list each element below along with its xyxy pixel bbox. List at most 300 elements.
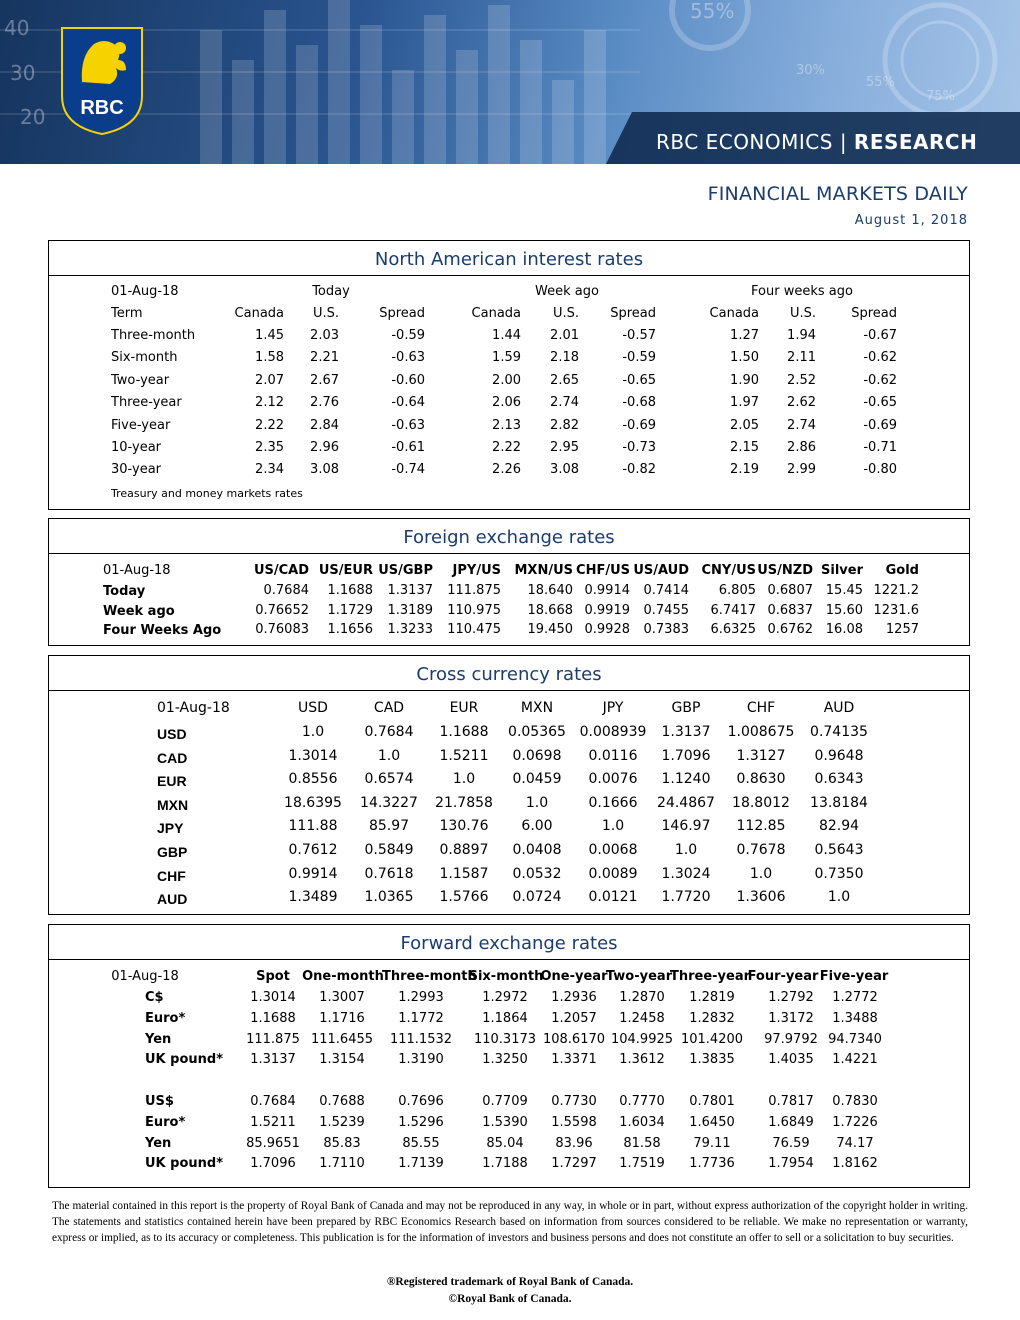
column-header: Three-year [669, 969, 751, 984]
table-cell: 146.97 [661, 818, 711, 835]
row-label: Two-year [111, 372, 170, 388]
table-cell: 2.74 [550, 395, 579, 411]
table-cell: 0.0089 [588, 865, 638, 882]
report-title: FINANCIAL MARKETS DAILY [707, 183, 968, 205]
table-cell: 18.6395 [284, 794, 342, 811]
table-cell: 0.76083 [255, 622, 309, 637]
table-cell: 2.07 [255, 372, 284, 388]
table-cell: 1.3612 [619, 1052, 665, 1068]
table-cell: 2.96 [310, 440, 339, 455]
table-cell: 0.9928 [584, 622, 630, 637]
section-title: North American interest rates [49, 241, 969, 276]
row-label: 30-year [111, 462, 162, 478]
interest-rates-section [48, 240, 970, 510]
table-cell: 104.9925 [610, 1031, 674, 1047]
table-cell: 94.7340 [828, 1031, 882, 1047]
table-cell: 1.7188 [482, 1156, 528, 1172]
table-cell: 2.82 [550, 417, 579, 433]
table-cell: 1.50 [730, 350, 759, 366]
table-cell: 3.08 [310, 462, 339, 478]
table-cell: 1.8162 [832, 1156, 878, 1172]
table-cell: -0.57 [622, 328, 656, 343]
column-header: Canada [471, 306, 521, 321]
table-cell: 1.5598 [551, 1114, 597, 1130]
column-header: US/AUD [633, 563, 689, 578]
table-cell: 1.1587 [439, 865, 489, 882]
table-cell: 0.6807 [767, 583, 813, 598]
table-cell: 83.96 [555, 1135, 593, 1151]
table-cell: 0.6574 [364, 771, 414, 788]
table-cell: 1.3137 [661, 724, 711, 740]
table-cell: 1.3137 [250, 1052, 296, 1068]
table-cell: -0.68 [622, 395, 656, 411]
table-cell: 2.74 [787, 417, 816, 433]
column-header: GBP [671, 700, 701, 716]
table-cell: 2.67 [310, 372, 339, 388]
table-cell: -0.73 [622, 440, 656, 455]
section-title: Forward exchange rates [49, 925, 969, 960]
table-cell: 2.13 [492, 417, 521, 433]
row-label: MXN [157, 796, 189, 813]
table-cell: -0.71 [863, 440, 897, 455]
row-label: US$ [145, 1094, 174, 1109]
table-cell: 1.90 [730, 372, 759, 388]
table-cell: 1.0 [601, 818, 625, 835]
table-cell: 0.9914 [288, 865, 338, 882]
table-cell: 19.450 [527, 622, 573, 637]
column-header: EUR [449, 700, 479, 716]
table-cell: 1.0 [674, 842, 698, 858]
table-cell: 0.0532 [512, 865, 562, 882]
table-cell: 0.8556 [288, 771, 338, 788]
row-label: UK pound* [145, 1052, 224, 1068]
table-cell: 79.11 [693, 1135, 731, 1151]
table-cell: 1.7096 [250, 1156, 296, 1172]
table-cell: 1.5211 [439, 747, 489, 764]
table-cell: 14.3227 [360, 794, 418, 811]
table-date: 01-Aug-18 [103, 563, 171, 578]
copyright-notice: ©Royal Bank of Canada. [448, 1293, 572, 1305]
table-cell: 0.0076 [588, 771, 638, 788]
table-cell: 2.00 [492, 372, 521, 388]
banner-title-right: RESEARCH [853, 130, 978, 154]
row-label: C$ [145, 990, 164, 1005]
table-cell: 2.18 [550, 350, 579, 366]
table-cell: 1.3250 [482, 1052, 528, 1068]
table-cell: -0.64 [391, 395, 425, 411]
row-label: Five-year [111, 417, 171, 433]
table-cell: -0.59 [622, 350, 656, 366]
column-header: US/EUR [318, 563, 373, 578]
table-cell: -0.69 [622, 417, 656, 433]
table-cell: 85.97 [368, 818, 410, 835]
table-cell: 1.7519 [619, 1156, 665, 1172]
table-cell: 1.1716 [319, 1010, 365, 1026]
table-date: 01-Aug-18 [111, 284, 179, 299]
column-header: Canada [234, 306, 284, 321]
table-cell: 2.62 [787, 395, 816, 411]
table-cell: -0.80 [863, 462, 897, 478]
report-date: August 1, 2018 [854, 213, 968, 228]
table-cell: 2.76 [310, 395, 339, 411]
forward-rates-section [48, 924, 970, 1188]
table-cell: 2.99 [787, 462, 816, 478]
table-cell: 1.2819 [689, 990, 735, 1005]
table-cell: 1.58 [255, 350, 284, 366]
table-cell: 1.0 [377, 747, 401, 764]
table-cell: 15.45 [825, 583, 863, 598]
column-header: U.S. [552, 306, 579, 321]
table-cell: 1.2792 [768, 990, 814, 1005]
table-cell: 85.9651 [246, 1135, 300, 1151]
table-cell: 0.9648 [814, 747, 864, 764]
table-cell: 1.97 [730, 395, 759, 411]
table-cell: 0.9919 [584, 602, 630, 618]
table-cell: 2.65 [550, 372, 579, 388]
table-cell: 81.58 [623, 1135, 661, 1151]
table-cell: 1.1688 [439, 724, 489, 740]
table-cell: 2.22 [255, 417, 284, 433]
table-cell: 0.76652 [255, 602, 309, 618]
table-cell: 0.0698 [512, 747, 562, 764]
table-cell: 1.6849 [768, 1114, 814, 1130]
table-cell: 110.3173 [473, 1031, 537, 1047]
table-cell: 0.0121 [588, 889, 638, 906]
table-cell: 1.2972 [482, 990, 528, 1005]
table-cell: 111.6455 [310, 1031, 374, 1047]
row-label: EUR [157, 773, 187, 790]
table-cell: 0.7730 [551, 1094, 597, 1109]
table-cell: -0.59 [391, 328, 425, 343]
table-cell: 1.1688 [250, 1010, 296, 1026]
table-cell: 112.85 [736, 818, 786, 835]
column-header: CAD [373, 700, 405, 716]
table-cell: 97.9792 [764, 1031, 818, 1047]
table-cell: 0.8897 [439, 842, 489, 858]
table-cell: 1.5766 [439, 889, 489, 906]
table-cell: 1231.6 [873, 602, 919, 618]
table-cell: 0.7684 [250, 1094, 296, 1109]
table-cell: 24.4867 [657, 794, 715, 811]
table-cell: 15.60 [825, 602, 863, 618]
table-cell: 1.0 [749, 865, 773, 882]
table-cell: 1.3172 [768, 1010, 814, 1026]
table-cell: -0.82 [622, 462, 656, 478]
table-cell: 18.640 [527, 583, 573, 598]
column-header: MXN/US [514, 563, 573, 578]
banner-label: 55% [690, 0, 735, 23]
table-cell: 2.11 [787, 350, 816, 366]
table-cell: 1.2772 [832, 990, 878, 1005]
table-cell: 111.875 [246, 1031, 300, 1047]
table-cell: 0.5849 [364, 842, 414, 858]
column-header: CHF/US [576, 563, 630, 578]
row-label: CHF [157, 867, 186, 884]
row-label: Week ago [103, 603, 175, 619]
table-cell: 1.45 [255, 328, 284, 343]
table-cell: 0.7696 [398, 1094, 444, 1109]
table-note: Treasury and money markets rates [111, 487, 303, 500]
banner-title-left: RBC ECONOMICS [656, 130, 833, 154]
table-cell: 85.55 [402, 1135, 440, 1151]
table-cell: 74.17 [836, 1135, 874, 1151]
table-cell: 1.3014 [250, 990, 296, 1005]
table-cell: 1.7297 [551, 1156, 597, 1172]
table-cell: 2.05 [730, 417, 759, 433]
table-cell: 2.52 [787, 372, 816, 388]
table-cell: 0.7817 [768, 1094, 814, 1109]
table-cell: 6.6325 [710, 622, 756, 637]
table-cell: 130.76 [439, 818, 489, 835]
column-header: Two-year [605, 969, 673, 984]
table-cell: -0.69 [863, 417, 897, 433]
table-cell: 76.59 [772, 1135, 810, 1151]
table-cell: 1.7110 [319, 1156, 365, 1172]
banner-label: 40 [4, 16, 30, 40]
column-header: U.S. [312, 306, 339, 321]
fx-rates-section [48, 518, 970, 646]
table-cell: 1.1656 [327, 622, 373, 637]
table-cell: 0.0408 [512, 842, 562, 858]
table-cell: 1.7720 [661, 889, 711, 906]
table-cell: 2.15 [730, 440, 759, 455]
table-cell: 1.2458 [619, 1010, 665, 1026]
table-cell: 0.7830 [832, 1094, 878, 1109]
table-cell: 1.7226 [832, 1114, 878, 1130]
table-cell: 1.3024 [661, 865, 711, 882]
table-cell: 1.1240 [661, 771, 711, 788]
rbc-lion-shield-icon [60, 26, 144, 136]
column-group-header: Week ago [535, 284, 599, 299]
table-cell: 82.94 [818, 818, 860, 835]
column-header: USD [298, 700, 328, 716]
column-header: Five-year [819, 969, 889, 984]
table-cell: 1.3189 [387, 602, 433, 618]
table-cell: 2.35 [255, 440, 284, 455]
row-label: JPY [157, 820, 184, 837]
column-header: JPY/US [452, 563, 501, 578]
table-cell: 1.6034 [619, 1114, 665, 1130]
column-header: MXN [520, 700, 554, 716]
table-date: 01-Aug-18 [111, 969, 179, 984]
table-cell: 0.7684 [263, 583, 309, 598]
table-cell: 1221.2 [873, 583, 919, 598]
table-cell: 0.7455 [643, 602, 689, 618]
column-header: Spread [851, 306, 897, 321]
table-cell: 0.5643 [814, 842, 864, 858]
table-cell: 16.08 [825, 622, 863, 637]
row-label: CAD [157, 749, 188, 766]
table-cell: 1.7096 [661, 747, 711, 764]
table-cell: 2.01 [550, 328, 579, 343]
table-cell: 2.95 [550, 440, 579, 455]
table-cell: 111.875 [447, 583, 501, 598]
table-cell: 1.7736 [689, 1156, 735, 1172]
table-cell: 85.83 [323, 1135, 361, 1151]
table-cell: 1.1864 [482, 1010, 528, 1026]
column-header: Spot [256, 969, 290, 984]
table-cell: 1.4221 [832, 1052, 878, 1068]
table-cell: -0.63 [391, 417, 425, 433]
table-cell: 1.59 [492, 350, 521, 366]
trademark-notice: ®Registered trademark of Royal Bank of Canada. [386, 1276, 634, 1288]
table-cell: 0.8630 [736, 771, 786, 788]
table-cell: 21.7858 [435, 794, 493, 811]
table-cell: 1.3233 [387, 622, 433, 637]
table-cell: 18.8012 [732, 794, 790, 811]
table-cell: 0.7612 [288, 842, 338, 858]
table-cell: 6.00 [521, 818, 553, 835]
table-cell: 0.0724 [512, 889, 562, 906]
table-cell: -0.60 [391, 372, 425, 388]
table-cell: 0.05365 [508, 724, 566, 740]
table-cell: 1.0 [525, 794, 549, 811]
row-label: USD [157, 726, 187, 742]
column-header: Spread [610, 306, 656, 321]
table-cell: 0.9914 [584, 583, 630, 598]
table-cell: 1.7139 [398, 1156, 444, 1172]
table-cell: 2.12 [255, 395, 284, 411]
table-cell: 0.6343 [814, 771, 864, 788]
row-label: AUD [157, 891, 188, 908]
column-header: One-year [540, 969, 608, 984]
table-cell: 0.0068 [588, 842, 638, 858]
row-label: Three-month [111, 328, 196, 343]
table-cell: 0.008939 [579, 724, 647, 740]
table-cell: 1.2870 [619, 990, 665, 1005]
table-cell: 1.3154 [319, 1052, 365, 1068]
column-header: One-month [302, 969, 384, 984]
row-label: 10-year [111, 440, 162, 455]
table-cell: 0.7684 [364, 724, 414, 740]
table-cell: 1.3835 [689, 1052, 735, 1068]
table-cell: 2.84 [310, 417, 339, 433]
section-title: Cross currency rates [49, 656, 969, 691]
table-cell: -0.67 [863, 328, 897, 343]
row-label: Four Weeks Ago [103, 623, 222, 638]
table-cell: 0.0116 [588, 747, 638, 764]
table-cell: 0.7383 [643, 622, 689, 637]
table-cell: -0.65 [863, 395, 897, 411]
table-cell: 1.3014 [288, 747, 338, 764]
table-cell: 3.08 [550, 462, 579, 478]
table-cell: 1.3371 [551, 1052, 597, 1068]
header-banner [0, 0, 1020, 164]
table-cell: 1.6450 [689, 1114, 735, 1130]
row-label: Yen [145, 1135, 172, 1151]
column-header: CHF [746, 700, 776, 716]
row-label: Yen [145, 1031, 172, 1047]
row-label: GBP [157, 844, 188, 860]
table-cell: 2.22 [492, 440, 521, 455]
rbc-logo [60, 26, 144, 136]
table-cell: 1.5390 [482, 1114, 528, 1130]
column-header: AUD [823, 700, 855, 716]
table-cell: 0.7801 [689, 1094, 735, 1109]
column-header: JPY [602, 700, 624, 716]
table-cell: -0.63 [391, 350, 425, 366]
table-cell: 1.1772 [398, 1010, 444, 1026]
banner-label: 30% [796, 63, 825, 78]
table-cell: 0.7770 [619, 1094, 665, 1109]
table-cell: 2.03 [310, 328, 339, 343]
table-cell: 0.7688 [319, 1094, 365, 1109]
table-cell: 1.3007 [319, 990, 365, 1005]
row-label: Today [103, 584, 146, 599]
banner-label: 30 [10, 61, 36, 85]
column-header: CNY/US [701, 563, 756, 578]
table-cell: 1.5296 [398, 1114, 444, 1130]
row-label: Euro* [145, 1010, 186, 1026]
table-cell: 0.6762 [767, 622, 813, 637]
table-cell: -0.61 [391, 440, 425, 455]
section-title: Foreign exchange rates [49, 519, 969, 554]
table-cell: 2.21 [310, 350, 339, 366]
table-cell: 1.3606 [736, 889, 786, 906]
column-header: Three-month [382, 969, 477, 984]
table-cell: 1.2993 [398, 990, 444, 1005]
table-cell: 85.04 [486, 1135, 524, 1151]
table-cell: -0.74 [391, 462, 425, 478]
table-cell: 13.8184 [810, 794, 868, 811]
table-cell: 2.86 [787, 440, 816, 455]
table-cell: 1.5239 [319, 1114, 365, 1130]
table-cell: 18.668 [527, 602, 573, 618]
table-cell: 101.4200 [680, 1031, 744, 1047]
column-header: Six-month [468, 969, 544, 984]
logo-text: RBC [80, 97, 124, 119]
table-cell: 0.6837 [767, 602, 813, 618]
table-cell: -0.65 [622, 372, 656, 388]
table-cell: 108.6170 [542, 1031, 606, 1047]
table-cell: 1.0 [452, 771, 476, 788]
row-label: Euro* [145, 1114, 186, 1130]
table-cell: 2.06 [492, 395, 521, 411]
table-cell: 0.1666 [588, 794, 638, 811]
table-cell: 1.3488 [832, 1010, 878, 1026]
column-header: Spread [379, 306, 425, 321]
column-header: US/GBP [378, 563, 433, 578]
column-header: US/CAD [253, 563, 309, 578]
column-group-header: Today [312, 284, 350, 299]
table-cell: 1.0 [301, 724, 325, 740]
banner-label: 20 [20, 105, 46, 129]
disclaimer-text: The material contained in this report is the property of Royal Bank of Canada and may not be reproduced in any way, in whole or in part, without express authorization of the copyright holder in writing. The statements and statistics contained herein have been prepared by RBC Economics Research based on information from sources considered to be reliable. We make no representation or warranty, express or implied, as to its accuracy or completeness. This publication is for the information of investors and business persons and does not constitute an offer to sell or a solicitation to buy securities. [52, 1200, 968, 1244]
table-cell: 1.2057 [551, 1010, 597, 1026]
column-header: Gold [885, 563, 919, 578]
table-cell: 110.475 [447, 622, 501, 637]
table-cell: 2.19 [730, 462, 759, 478]
table-cell: 1.44 [492, 328, 521, 343]
table-cell: 1.3127 [736, 747, 786, 764]
table-cell: 1.27 [730, 328, 759, 343]
column-header: Silver [821, 563, 863, 578]
table-cell: 1.3190 [398, 1052, 444, 1068]
table-cell: 1.0365 [364, 889, 414, 906]
table-cell: 2.34 [255, 462, 284, 478]
table-cell: 6.7417 [710, 602, 756, 618]
table-cell: 1.5211 [250, 1114, 296, 1130]
table-cell: 1.1688 [327, 583, 373, 598]
table-cell: 1.2832 [689, 1010, 735, 1026]
table-cell: 1.4035 [768, 1052, 814, 1068]
table-cell: 111.88 [288, 818, 338, 835]
table-cell: 0.7414 [643, 583, 689, 598]
table-cell: 1.3137 [387, 583, 433, 598]
column-header: US/NZD [757, 563, 813, 578]
row-label: Three-year [111, 395, 182, 411]
table-cell: -0.62 [863, 350, 897, 366]
